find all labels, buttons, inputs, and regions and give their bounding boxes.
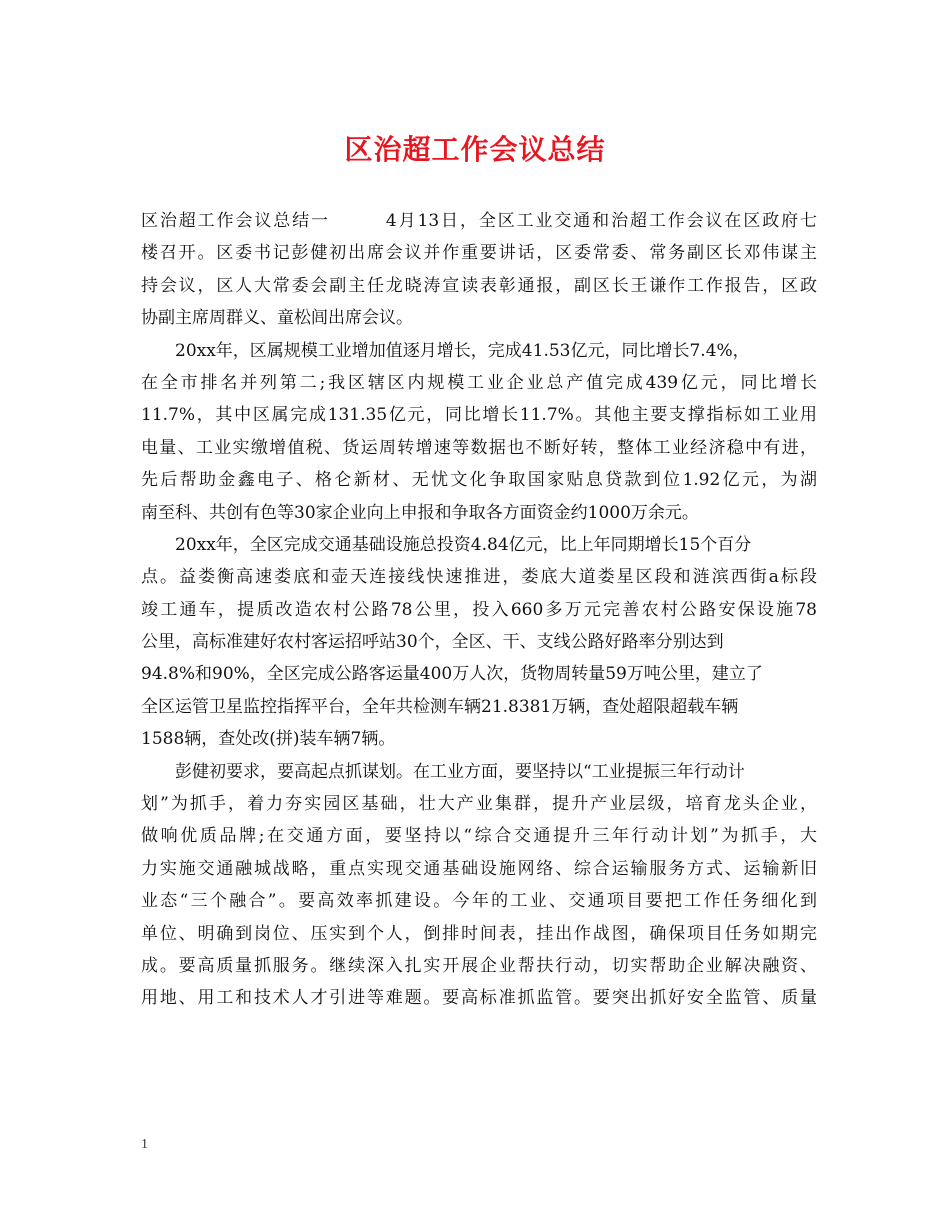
paragraph-line: 20xx年，全区完成交通基础设施总投资4.84亿元，比上年同期增长15个百分 <box>175 534 752 555</box>
paragraph-line: 公里，高标准建好农村客运招呼站30个，全区、干、支线公路好路率分别达到 <box>141 632 724 653</box>
page-number: 1 <box>141 1137 148 1152</box>
paragraph-line: 先后帮助金鑫电子、格仑新材、无忧文化争取国家贴息贷款到位1.92亿元，为湖 <box>141 470 817 491</box>
paragraph-line: 全区运管卫星监控指挥平台，全年共检测车辆21.8381万辆，查处超限超载车辆 <box>141 696 739 717</box>
paragraph-line: 南至科、共创有色等30家企业向上申报和争取各方面资金约1000万余元。 <box>141 502 699 523</box>
paragraph-line: 94.8%和90%，全区完成公路客运量400万人次，货物周转量59万吨公里，建立了 <box>141 664 763 685</box>
paragraph-line: 划”为抓手，着力夯实园区基础，壮大产业集群，提升产业层级，培育龙头企业， <box>141 794 817 815</box>
paragraph-line: 11.7%，其中区属完成131.35亿元，同比增长11.7%。其他主要支撑指标如工业用 <box>141 405 817 426</box>
paragraph-line: 电量、工业实缴增值税、货运周转增速等数据也不断好转，整体工业经济稳中有进， <box>141 437 817 458</box>
paragraph-line: 在全市排名并列第二;我区辖区内规模工业企业总产值完成439亿元，同比增长 <box>141 372 817 393</box>
paragraph-line: 业态“三个融合”。要高效率抓建设。今年的工业、交通项目要把工作任务细化到 <box>141 891 817 912</box>
paragraph-line <box>141 205 817 237</box>
paragraph-line: 协副主席周群义、童松闾出席会议。 <box>141 308 413 329</box>
paragraph-line: 竣工通车，提质改造农村公路78公里，投入660多万元完善农村公路安保设施78 <box>141 599 817 620</box>
paragraph-text: 4月13日，全区工业交通和治超工作会议在区政府七 <box>385 211 817 231</box>
section-heading-inline: 区治超工作会议总结一 <box>141 211 330 231</box>
paragraph-line: 点。益娄衡高速娄底和壶天连接线快速推进，娄底大道娄星区段和涟滨西街a标段 <box>141 567 817 588</box>
paragraph-line: 20xx年，区属规模工业增加值逐月增长，完成41.53亿元，同比增长7.4%， <box>175 340 750 361</box>
paragraph-line: 楼召开。区委书记彭健初出席会议并作重要讲话，区委常委、常务副区长邓伟谋主 <box>141 243 817 264</box>
paragraph-line: 用地、用工和技术人才引进等难题。要高标准抓监管。要突出抓好安全监管、质量 <box>141 988 817 1009</box>
paragraph-line: 彭健初要求，要高起点抓谋划。在工业方面，要坚持以“工业提振三年行动计 <box>175 761 745 782</box>
paragraph-line: 成。要高质量抓服务。继续深入扎实开展企业帮扶行动，切实帮助企业解决融资、 <box>141 955 817 976</box>
paragraph-line: 力实施交通融城战略，重点实现交通基础设施网络、综合运输服务方式、运输新旧 <box>141 858 817 879</box>
paragraph-line: 做响优质品牌;在交通方面，要坚持以“综合交通提升三年行动计划”为抓手，大 <box>141 826 817 847</box>
document-body <box>141 205 817 1015</box>
paragraph-line: 1588辆，查处改(拼)装车辆7辆。 <box>141 729 396 750</box>
paragraph-line: 持会议，区人大常委会副主任龙晓涛宣读表彰通报，副区长王谦作工作报告，区政 <box>141 275 817 296</box>
document-title: 区治超工作会议总结 <box>344 133 606 166</box>
paragraph-line: 单位、明确到岗位、压实到个人，倒排时间表，挂出作战图，确保项目任务如期完 <box>141 923 817 944</box>
